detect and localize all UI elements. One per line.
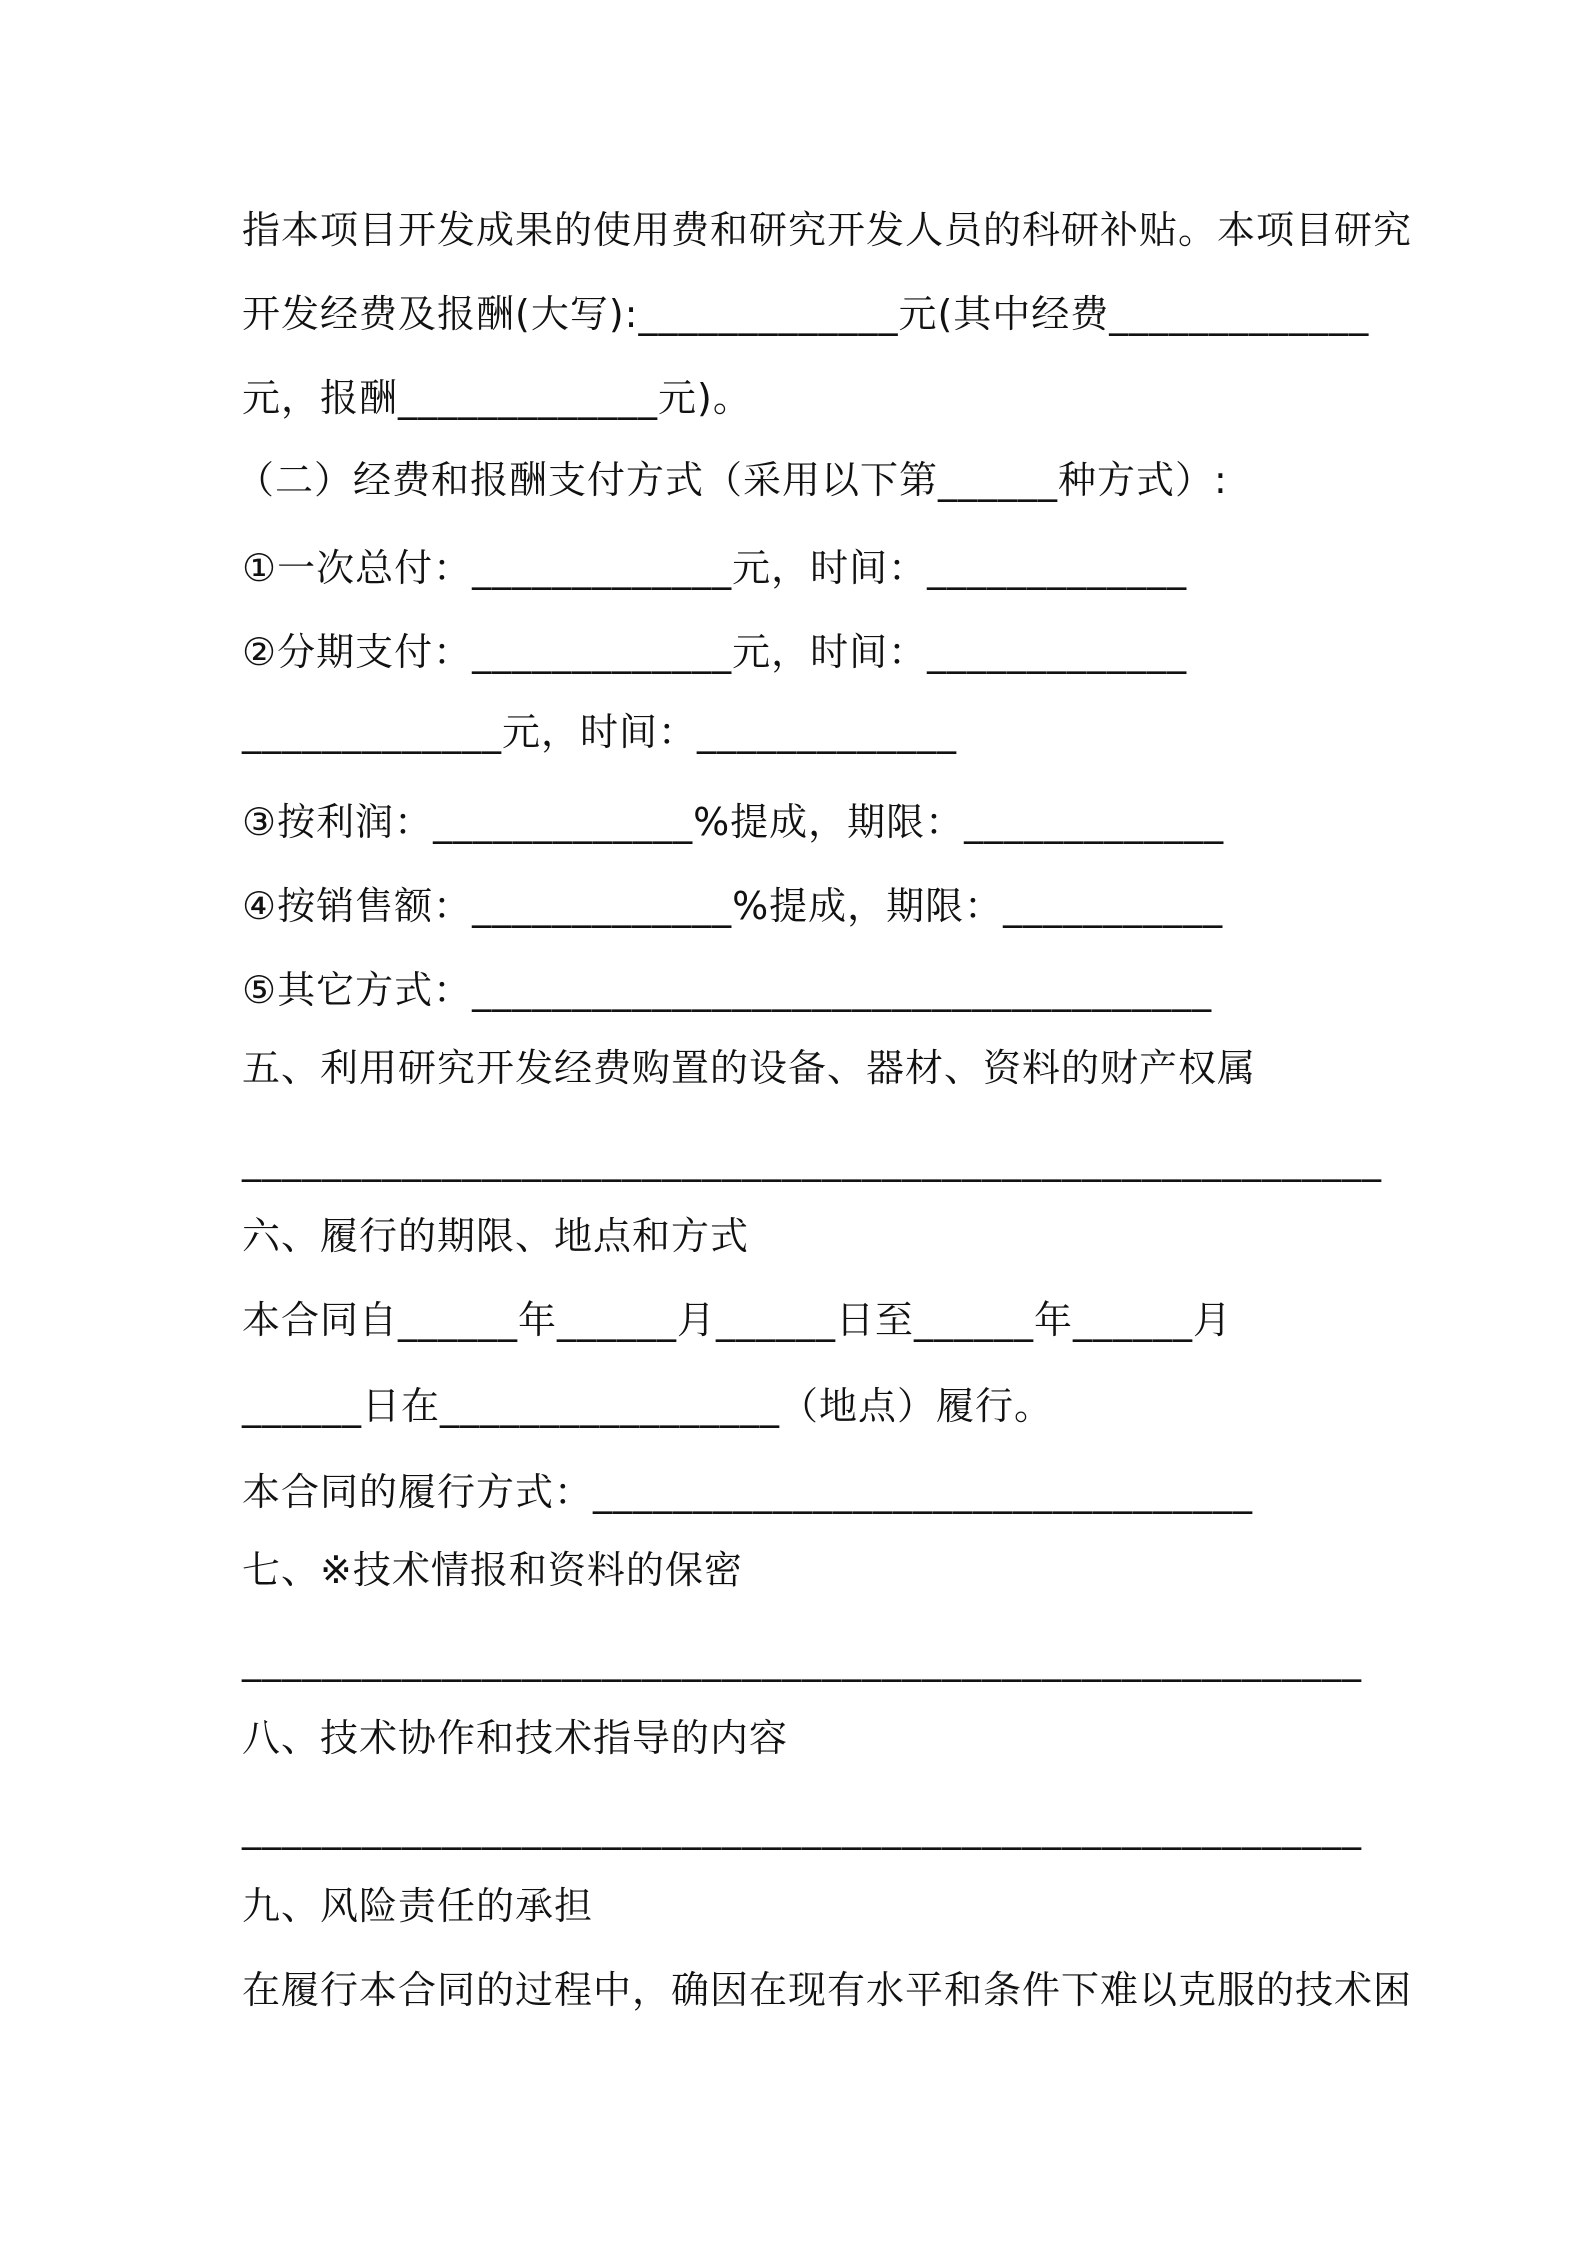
section-6-location-line: ______日在_________________（地点）履行。 — [242, 1384, 1054, 1428]
option-2-line-cont: _____________元，时间：_____________ — [242, 710, 958, 754]
section-2-heading: （二）经费和报酬支付方式（采用以下第______种方式）: — [236, 458, 1228, 502]
option-5-line: ⑤其它方式：_____________________________________ — [242, 968, 1213, 1012]
section-7-blank: ________________________________________________________ — [242, 1638, 1362, 1682]
section-6-heading: 六、履行的期限、地点和方式 — [242, 1214, 750, 1258]
text-line-3: 元，报酬_____________元)。 — [242, 376, 752, 420]
section-8-heading: 八、技术协作和技术指导的内容 — [242, 1716, 789, 1760]
option-1-line: ①一次总付：_____________元，时间：_____________ — [242, 546, 1188, 590]
section-8-blank: ________________________________________________________ — [242, 1806, 1362, 1850]
section-5-blank: _________________________________________________________ — [242, 1138, 1382, 1182]
section-6-method-line: 本合同的履行方式：_________________________________ — [242, 1470, 1254, 1514]
option-2-line: ②分期支付：_____________元，时间：_____________ — [242, 630, 1188, 674]
text-line-1: 指本项目开发成果的使用费和研究开发人员的科研补贴。本项目研究 — [242, 208, 1413, 252]
section-5-heading: 五、利用研究开发经费购置的设备、器材、资料的财产权属 — [242, 1046, 1257, 1090]
section-9-text-line: 在履行本合同的过程中，确因在现有水平和条件下难以克服的技术困 — [242, 1968, 1413, 2012]
text-line-2: 开发经费及报酬(大写):_____________元(其中经费_____________ — [242, 292, 1370, 336]
option-4-line: ④按销售额：_____________%提成，期限：___________ — [242, 884, 1224, 928]
section-9-heading: 九、风险责任的承担 — [242, 1884, 594, 1928]
option-3-line: ③按利润：_____________%提成，期限：_____________ — [242, 800, 1225, 844]
section-6-date-line: 本合同自______年______月______日至______年______月 — [242, 1298, 1233, 1342]
section-7-heading: 七、※技术情报和资料的保密 — [242, 1548, 743, 1592]
